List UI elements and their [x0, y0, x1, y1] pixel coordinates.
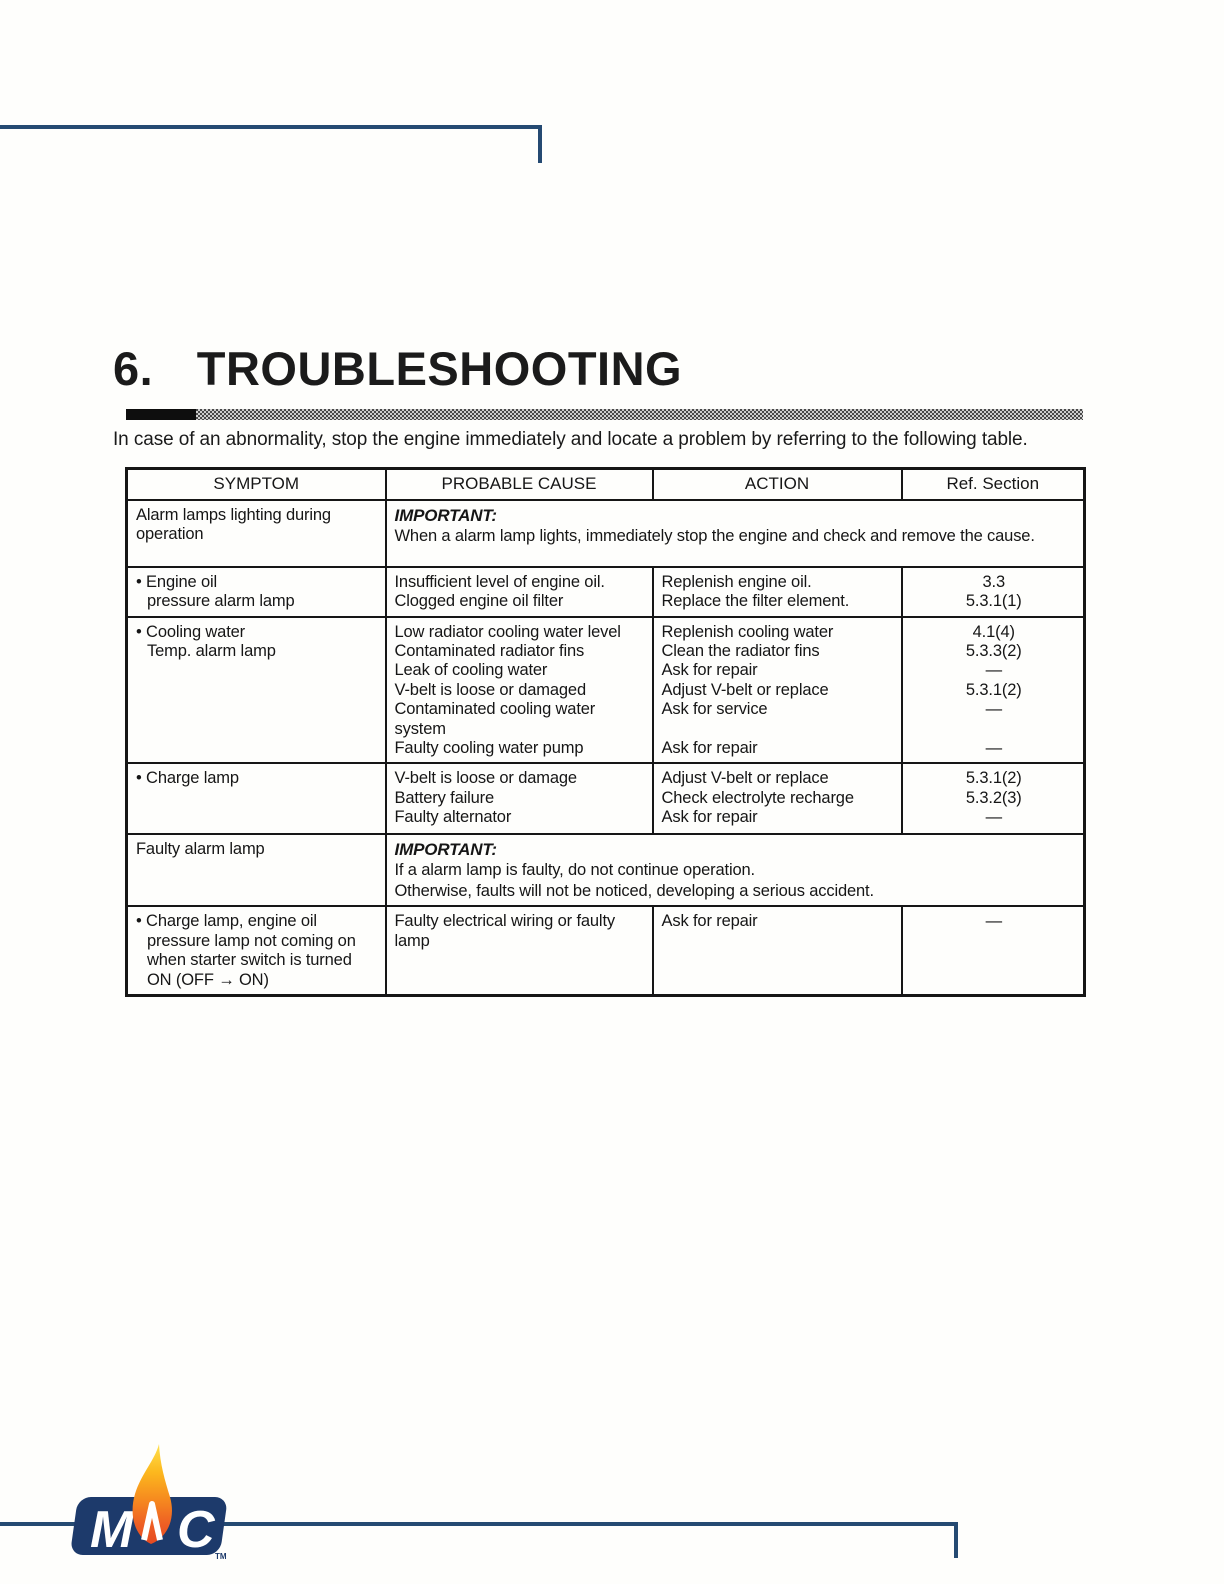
- cell-line: Low radiator cooling water level: [394, 622, 621, 641]
- table-body: [127, 500, 1085, 996]
- cell-line: Ask for repair: [661, 661, 758, 680]
- cell-line: Insufficient level of engine oil.: [394, 572, 605, 591]
- intro-text: In case of an abnormality, stop the engine immediately and locate a problem by referring to the following table.: [113, 429, 1028, 450]
- ref-cell: [902, 763, 1085, 834]
- cell-line: • Charge lamp, engine oil: [136, 912, 317, 931]
- cause-cell: [386, 617, 653, 764]
- cell-line: 5.3.1(2): [965, 680, 1022, 699]
- action-cell: [653, 617, 902, 764]
- cell-line: Replenish cooling water: [661, 622, 834, 641]
- cell-line: Faulty cooling water pump: [394, 738, 584, 757]
- cell-line: • Cooling water: [136, 622, 245, 641]
- header-probable-cause: PROBABLE CAUSE: [386, 469, 653, 500]
- section-title: TROUBLESHOOTING: [196, 342, 683, 395]
- troubleshooting-table-wrap: [125, 467, 1086, 997]
- logo-letter-c: C: [177, 1501, 215, 1559]
- cell-line: Otherwise, faults will not be noticed, developing a serious accident.: [394, 881, 874, 900]
- cell-line: Clean the radiator fins: [661, 641, 820, 660]
- cell-line: when starter switch is turned: [147, 951, 352, 970]
- cell-line: 4.1(4): [972, 622, 1015, 641]
- cell-line: • Charge lamp: [136, 769, 239, 788]
- cell-line: —: [985, 700, 1002, 719]
- flame-icon: [133, 1444, 172, 1544]
- symptom-cell: [127, 567, 386, 617]
- symptom-cell: [127, 500, 386, 567]
- cell-line: • Engine oil: [136, 572, 218, 591]
- important-cell: [386, 500, 1085, 567]
- cell-line: Clogged engine oil filter: [394, 591, 564, 610]
- cell-line: 3.3: [982, 572, 1005, 591]
- cell-line: Check electrolyte recharge: [661, 788, 854, 807]
- cell-line: Faulty alternator: [394, 808, 512, 827]
- cell-line: system: [394, 719, 446, 738]
- cell-line: —: [985, 808, 1002, 827]
- crop-mark-bottom-vertical: [954, 1522, 958, 1558]
- cause-cell: [386, 567, 653, 617]
- cause-cell: [386, 906, 653, 995]
- action-cell: [653, 763, 902, 834]
- cell-line: —: [985, 738, 1002, 757]
- table-row: [127, 906, 1085, 995]
- cell-line: Leak of cooling water: [394, 661, 548, 680]
- section-number: 6.: [113, 342, 154, 395]
- cell-line: Faulty electrical wiring or faulty: [394, 912, 615, 931]
- cell-line: Replenish engine oil.: [661, 572, 812, 591]
- troubleshooting-table: [125, 467, 1086, 997]
- page-title: [113, 341, 682, 396]
- cell-line: Ask for repair: [661, 912, 758, 931]
- table-row: [127, 567, 1085, 617]
- cell-line: Ask for repair: [661, 808, 758, 827]
- cell-line: [662, 720, 895, 739]
- cell-line: Adjust V-belt or replace: [661, 769, 829, 788]
- cell-line: V-belt is loose or damage: [394, 769, 577, 788]
- cell-line: Contaminated cooling water: [394, 700, 596, 719]
- crop-mark-top-horizontal: [0, 125, 540, 129]
- cell-line: 5.3.1(1): [965, 591, 1022, 610]
- cell-line: 5.3.1(2): [965, 769, 1022, 788]
- cell-line: Ask for repair: [661, 738, 758, 757]
- logo-letter-m: M: [90, 1501, 134, 1559]
- cell-line: Ask for service: [661, 700, 768, 719]
- cell-line: [911, 720, 1078, 739]
- cell-line: Contaminated radiator fins: [394, 641, 585, 660]
- action-cell: [653, 567, 902, 617]
- cell-line: pressure lamp not coming on: [147, 931, 356, 950]
- cell-line: V-belt is loose or damaged: [394, 680, 586, 699]
- table-row: [127, 763, 1085, 834]
- symptom-cell: [127, 763, 386, 834]
- cell-line: 5.3.2(3): [965, 788, 1022, 807]
- symptom-cell: [127, 617, 386, 764]
- header-symptom: SYMPTOM: [127, 469, 386, 500]
- cell-line: Battery failure: [394, 788, 495, 807]
- action-cell: [653, 906, 902, 995]
- table-row: [127, 834, 1085, 906]
- important-label: IMPORTANT:: [394, 840, 497, 860]
- cell-line: —: [985, 912, 1002, 931]
- cell-line: lamp: [394, 931, 430, 950]
- cell-line: ON (OFF → ON): [147, 970, 269, 989]
- important-label: IMPORTANT:: [394, 505, 497, 525]
- ref-cell: [902, 906, 1085, 995]
- header-action: ACTION: [653, 469, 902, 500]
- header-ref-section: Ref. Section: [902, 469, 1085, 500]
- cell-line: Adjust V-belt or replace: [661, 680, 829, 699]
- cell-line: When a alarm lamp lights, immediately stop the engine and check and remove the cause.: [394, 526, 1035, 545]
- cause-cell: [386, 763, 653, 834]
- important-cell: [386, 834, 1085, 906]
- cell-line: Alarm lamps lighting during operation: [136, 505, 331, 543]
- table-header-row: [127, 469, 1085, 500]
- crop-mark-top-vertical: [538, 125, 542, 163]
- cell-line: —: [985, 661, 1002, 680]
- mac-logo: [64, 1440, 244, 1565]
- cell-line: If a alarm lamp is faulty, do not continue operation.: [394, 861, 755, 880]
- cell-line: Faulty alarm lamp: [136, 840, 265, 859]
- cell-line: 5.3.3(2): [965, 641, 1022, 660]
- title-rule: [126, 409, 1083, 420]
- logo-tm: TM: [215, 1552, 227, 1561]
- cell-line: Temp. alarm lamp: [147, 641, 276, 660]
- table-row: [127, 617, 1085, 764]
- cell-line: pressure alarm lamp: [147, 591, 295, 610]
- table-row: [127, 500, 1085, 567]
- symptom-cell: [127, 906, 386, 995]
- ref-cell: [902, 617, 1085, 764]
- symptom-cell: [127, 834, 386, 906]
- ref-cell: [902, 567, 1085, 617]
- cell-line: Replace the filter element.: [661, 591, 850, 610]
